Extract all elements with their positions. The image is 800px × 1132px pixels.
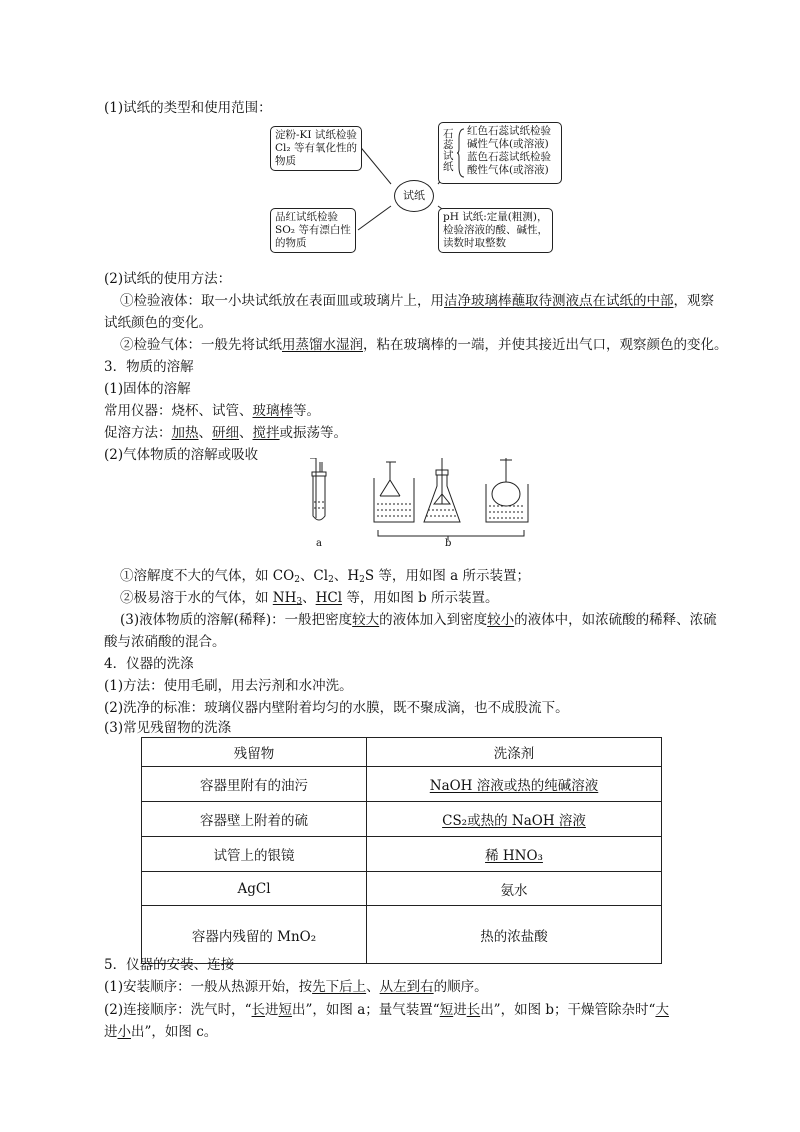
high-solubility-gas: ②极易溶于水的气体，如 $NH_3$、HCl 等，用如图 b 所示装置。: [120, 590, 499, 607]
section-4-title: 4．仪器的洗涤: [104, 656, 194, 672]
check-liquid: ①检验液体：取一小块试纸放在表面皿或玻璃片上，用洁净玻璃棒蘸取待测液点在试纸的中部，观察: [120, 293, 714, 309]
washing-standard: (2)洗净的标准：玻璃仪器内壁附着均匀的水膜，既不聚成滴，也不成股流下。: [104, 700, 569, 716]
figure-b-bracket: [378, 530, 524, 536]
litmus-label: 石 蕊 试 纸: [443, 128, 454, 173]
mindmap-ph-paper: pH 试纸:定量(粗测)， 检验溶液的酸、碱性， 读数时取整数: [438, 208, 553, 253]
apparatus-figure: [300, 458, 540, 550]
table-row: 试管上的银镜 稀 HNO₃: [142, 837, 662, 872]
table-row: 容器里附有的油污 NaOH 溶液或热的纯碱溶液: [142, 767, 662, 802]
table-row: 容器壁上附着的硫 CS₂或热的 NaOH 溶液: [142, 802, 662, 837]
apparatus-drawing: [300, 458, 540, 550]
install-order: (1)安装顺序：一般从热源开始，按先下后上、从左到右的顺序。: [104, 979, 488, 995]
table-row: 容器内残留的 MnO₂ 热的浓盐酸: [142, 906, 662, 964]
mindmap-starch-ki: 淀粉-KI 试纸检验 Cl₂ 等有氧化性的 物质: [270, 126, 362, 171]
fig-label-a: a: [316, 538, 322, 549]
section-test-paper-usage: (2)试纸的使用方法：: [104, 271, 232, 287]
solid-dissolution: (1)固体的溶解: [104, 381, 191, 397]
connect-order-cont: 进小出”，如图 c。: [104, 1024, 218, 1040]
section-3-title: 3．物质的溶解: [104, 359, 194, 375]
beaker-inverted-funnel: [486, 458, 528, 522]
conical-flask: [424, 458, 460, 522]
section-5-title: 5．仪器的安装、连接: [104, 957, 235, 973]
fig-label-b: b: [445, 538, 452, 549]
col-detergent: 洗涤剂: [367, 738, 662, 767]
promote-methods: 促溶方法：加热、研细、搅拌或振荡等。: [104, 425, 347, 441]
check-gas: ②检验气体：一般先将试纸用蒸馏水湿润，粘在玻璃棒的一端，并使其接近出气口，观察颜色的变化。: [120, 337, 728, 353]
section-test-paper-types: (1)试纸的类型和使用范围：: [104, 100, 272, 116]
connect-order: (2)连接顺序：洗气时，“长进短出”，如图 a；量气装置“短进长出”，如图 b；干燥管除杂时“大: [104, 1002, 669, 1018]
common-residues: (3)常见残留物的洗涤: [104, 720, 232, 736]
washing-method: (1)方法：使用毛刷，用去污剂和水冲洗。: [104, 678, 353, 694]
mindmap-litmus: 石 蕊 试 纸 红色石蕊试纸检验 碱性气体(或溶液) 蓝色石蕊试纸检验 酸性气体(或溶液): [438, 122, 562, 184]
mindmap-center: 试纸: [394, 180, 434, 212]
brace-icon: [457, 127, 465, 179]
table-row: AgCl 氨水: [142, 872, 662, 906]
gas-dissolution: (2)气体物质的溶解或吸收: [104, 447, 259, 463]
residue-table: [141, 737, 662, 964]
liquid-dilution-cont: 酸与浓硝酸的混合。: [104, 634, 226, 650]
test-tube-a: [310, 458, 326, 520]
table-header-row: [142, 738, 662, 767]
low-solubility-gas: ①溶解度不大的气体，如 $CO_2$、$Cl_2$、$H_2S$ 等，用如图 a 所示装置；: [120, 568, 531, 585]
col-residue: 残留物: [142, 738, 367, 767]
mindmap-magenta: 品红试纸检验 SO₂ 等有漂白性 的物质: [270, 208, 356, 253]
common-instruments: 常用仪器：烧杯、试管、玻璃棒等。: [104, 403, 320, 419]
beaker-funnel: [374, 462, 414, 522]
check-liquid-cont: 试纸颜色的变化。: [104, 315, 212, 331]
test-paper-mindmap: [266, 118, 566, 258]
liquid-dilution: (3)液体物质的溶解(稀释)：一般把密度较大的液体加入到密度较小的液体中，如浓硫酸的稀释、浓硫: [120, 612, 717, 628]
